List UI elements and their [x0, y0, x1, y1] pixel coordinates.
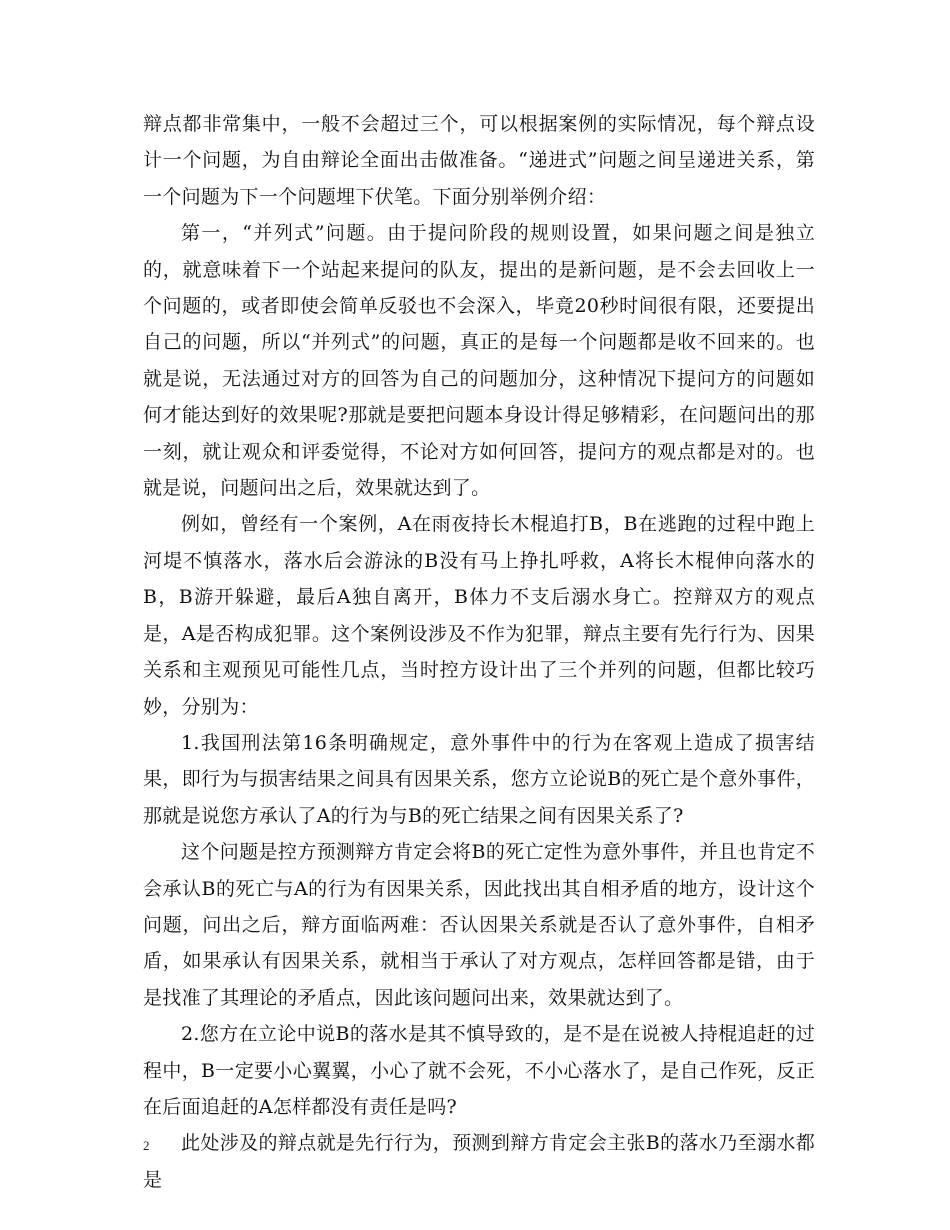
page-number: 2 [143, 1138, 150, 1153]
paragraph-question-1-analysis: 这个问题是控方预测辩方肯定会将B的死亡定性为意外事件，并且也肯定不会承认B的死亡与A的行为有因果关系，因此找出其自相矛盾的地方，设计这个问题，问出之后，辩方面临两难：否认因果关系就是否认了意外事件，自相矛盾，如果承认有因果关系，就相当于承认了对方观点，怎样回答都是错，由于是找准了其理论的矛盾点，因此该问题问出来，效果就达到了。 [143, 841, 815, 1009]
paragraph-question-1: 1.我国刑法第16条明确规定，意外事件中的行为在客观上造成了损害结果，即行为与损害结果之间具有因果关系，您方立论说B的死亡是个意外事件，那就是说您方承认了A的行为与B的死亡结果之间有因果关系了? [143, 731, 815, 827]
paragraph-parallel-questions: 第一，“并列式”问题。由于提问阶段的规则设置，如果问题之间是独立的，就意味着下一个站起来提问的队友，提出的是新问题，是不会去回收上一个问题的，或者即使会简单反驳也不会深入，毕竟20秒时间很有限，还要提出自己的问题，所以“并列式”的问题，真正的是每一个问题都是收不回来的。也就是说，无法通过对方的回答为自己的问题加分，这种情况下提问方的问题如何才能达到好的效果呢?那就是要把问题本身设计得足够精彩，在问题问出的那一刻，就让观众和评委觉得，不论对方如何回答，提问方的观点都是对的。也就是说，问题问出之后，效果就达到了。 [143, 222, 815, 500]
document-body [143, 106, 815, 1198]
paragraph-continued: 辩点都非常集中，一般不会超过三个，可以根据案例的实际情况，每个辩点设计一个问题，为自由辩论全面出击做准备。“递进式”问题之间呈递进关系，第一个问题为下一个问题埋下伏笔。下面分别举例介绍： [143, 113, 815, 208]
paragraph-question-2: 2.您方在立论中说B的落水是其不慎导致的，是不是在说被人持棍追赶的过程中，B一定要小心翼翼，小心了就不会死，不小心落水了，是自己作死，反正在后面追赶的A怎样都没有责任是吗? [143, 1023, 815, 1118]
paragraph-case-example: 例如，曾经有一个案例，A在雨夜持长木棍追打B，B在逃跑的过程中跑上河堤不慎落水，落水后会游泳的B没有马上挣扎呼救，A将长木棍伸向落水的B，B游开躲避，最后A独自离开，B体力不支后溺水身亡。控辩双方的观点是，A是否构成犯罪。这个案例设涉及不作为犯罪，辩点主要有先行行为、因果关系和主观预见可能性几点，当时控方设计出了三个并列的问题，但都比较巧妙，分别为： [143, 513, 815, 718]
paragraph-question-2-analysis: 此处涉及的辩点就是先行行为，预测到辩方肯定会主张B的落水乃至溺水都是 [143, 1132, 815, 1191]
